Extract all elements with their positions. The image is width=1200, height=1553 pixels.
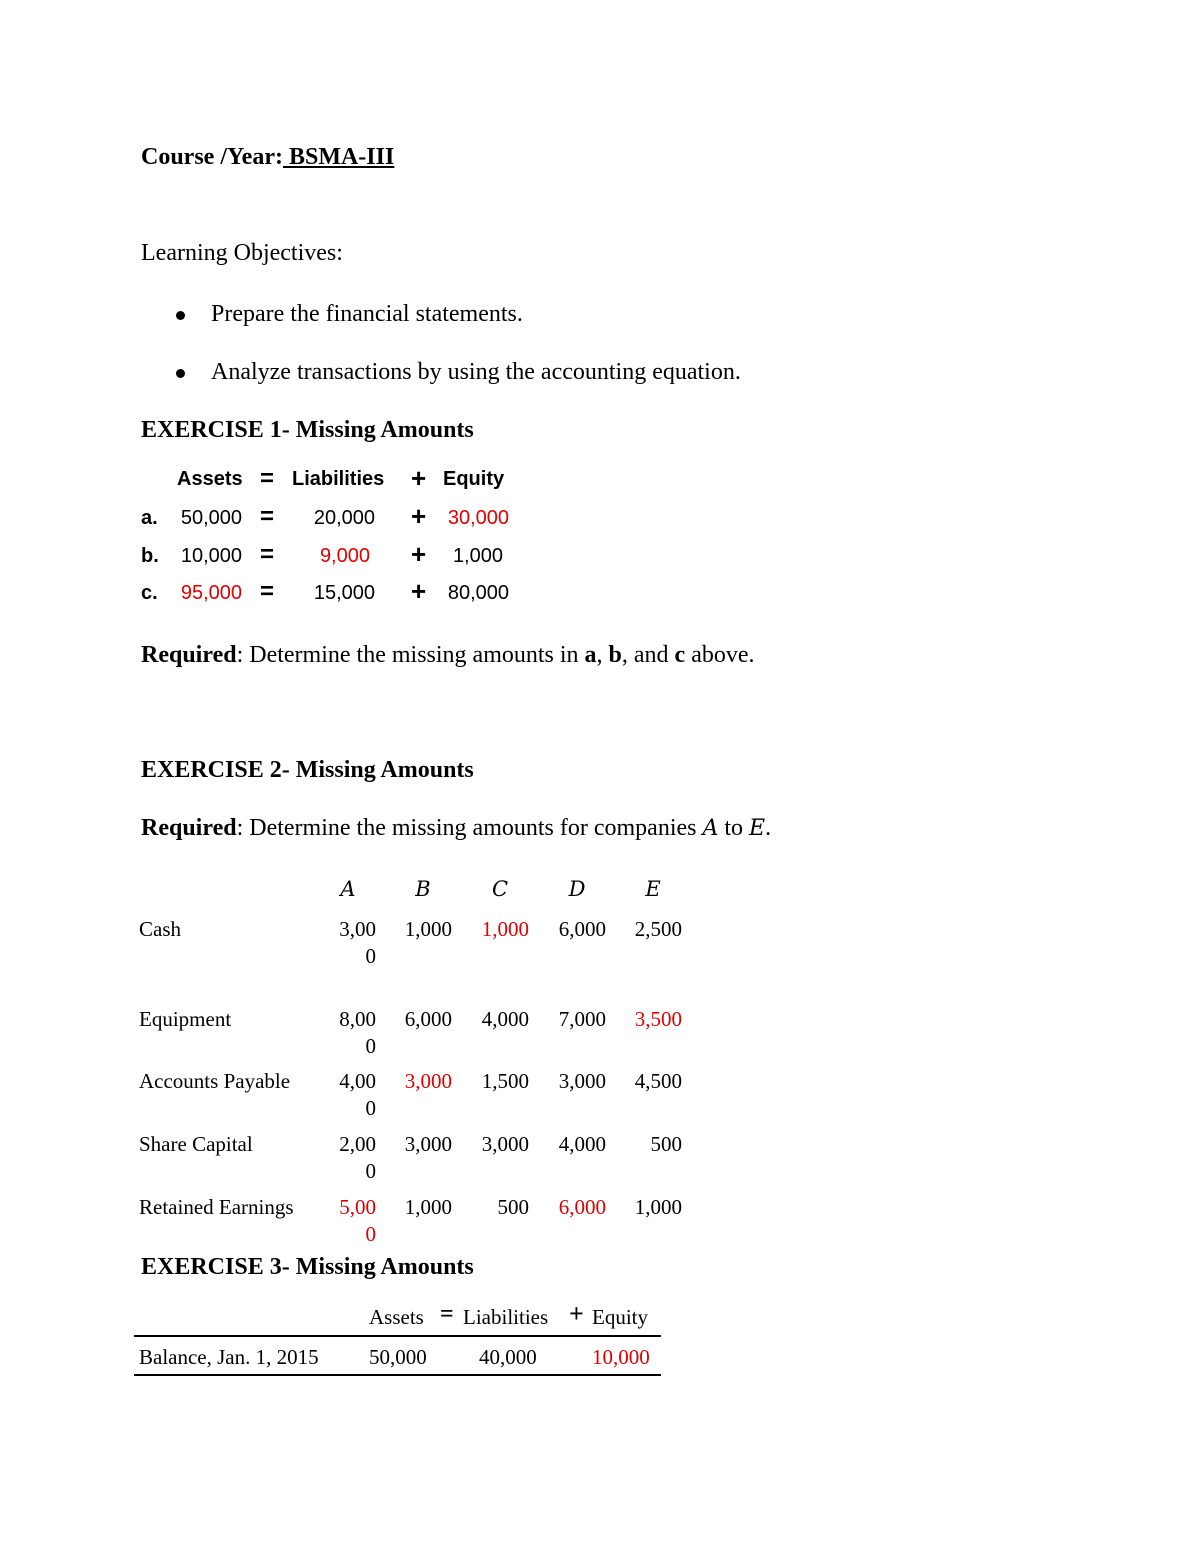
required-sep: , and: [621, 642, 675, 668]
ex3-liabilities-value: 40,000: [479, 1345, 537, 1369]
ex2-cell-c: 4,000: [481, 1007, 529, 1031]
ex2-row-label: Cash: [139, 917, 181, 941]
required-to: to: [718, 815, 750, 841]
ex2-cell-a: 2,00: [339, 1132, 376, 1156]
objective-item-2: Analyze transactions by using the accounting equation.: [211, 359, 741, 385]
ex1-equals-sign: =: [260, 578, 275, 605]
ex2-cell-d: 3,000: [558, 1069, 606, 1093]
ex1-header-assets: Assets: [177, 468, 243, 490]
ex1-header-liabilities: Liabilities: [292, 468, 385, 490]
ex1-equals-sign: =: [260, 541, 275, 568]
course-year-label: Course /Year:: [141, 144, 283, 170]
required-end: above.: [685, 642, 755, 668]
ex2-cell-b-answer: 3,000: [404, 1069, 452, 1093]
ex3-header-equity: Equity: [592, 1305, 648, 1329]
ex1-assets-value: 10,000: [180, 545, 242, 567]
ex2-cell-e: 500: [650, 1132, 682, 1156]
ex2-col-header: D: [568, 877, 586, 901]
learning-objectives-heading: Learning Objectives:: [141, 240, 343, 266]
ex2-row-label: Retained Earnings: [139, 1195, 294, 1219]
ex2-cell-b: 6,000: [404, 1007, 452, 1031]
bullet-icon: [176, 311, 185, 320]
ex2-cell-e: 2,500: [634, 917, 682, 941]
ex2-cell-c-answer: 1,000: [481, 917, 529, 941]
required-label: Required: [141, 642, 237, 668]
ex1-header-equals: =: [260, 465, 275, 492]
ex1-header-plus: +: [411, 463, 427, 493]
ex2-cell-c: 1,500: [481, 1069, 529, 1093]
ex2-cell-a: 4,00: [339, 1069, 376, 1093]
ex1-row-label: a.: [141, 507, 158, 529]
ex2-col-header: E: [645, 877, 661, 901]
ex1-equity-value: 80,000: [447, 582, 509, 604]
ex1-liabilities-value: 15,000: [313, 582, 375, 604]
ex3-bottom-rule: [134, 1374, 661, 1376]
ex3-row-label: Balance, Jan. 1, 2015: [139, 1345, 319, 1369]
exercise1-title: EXERCISE 1- Missing Amounts: [141, 417, 474, 443]
ex2-cell-a-answer: 5,00: [339, 1195, 376, 1219]
ex2-cell-e: 1,000: [634, 1195, 682, 1219]
ex1-liabilities-value: 20,000: [313, 507, 375, 529]
course-year-line: [141, 144, 394, 171]
ex2-cell-b: 1,000: [404, 1195, 452, 1219]
ex3-header-liabilities: Liabilities: [463, 1305, 549, 1329]
ex1-assets-answer: 95,000: [180, 582, 242, 604]
exercise2-required: [141, 815, 771, 842]
ex2-col-header: B: [415, 877, 431, 901]
required-b: b: [608, 642, 622, 668]
ex1-header-equity: Equity: [443, 468, 505, 490]
ex2-row-label: Accounts Payable: [139, 1069, 291, 1093]
exercise1-required: [141, 642, 755, 669]
required-a: a: [584, 642, 597, 668]
ex2-cell-a: 3,00: [339, 917, 376, 941]
ex1-equals-sign: =: [260, 503, 275, 530]
required-company-a: A: [702, 816, 719, 841]
ex2-col-header: A: [340, 877, 356, 901]
ex3-header-plus: +: [569, 1299, 584, 1328]
ex1-plus-sign: +: [411, 576, 427, 606]
ex2-col-header: C: [491, 877, 509, 901]
ex2-cell-a-wrap: 0: [365, 1096, 376, 1120]
exercise2-title: EXERCISE 2- Missing Amounts: [141, 757, 474, 783]
ex2-cell-b: 3,000: [404, 1132, 452, 1156]
ex2-cell-e: 4,500: [634, 1069, 682, 1093]
ex2-cell-c: 500: [497, 1195, 529, 1219]
ex3-header-equals: =: [440, 1301, 454, 1327]
ex1-plus-sign: +: [411, 539, 427, 569]
ex2-cell-c: 3,000: [481, 1132, 529, 1156]
required-c: c: [674, 642, 686, 668]
ex2-cell-d: 4,000: [558, 1132, 606, 1156]
required-end: .: [765, 815, 772, 841]
ex2-cell-d-answer: 6,000: [558, 1195, 606, 1219]
required-label: Required: [141, 815, 237, 841]
required-text: : Determine the missing amounts in: [236, 642, 585, 668]
ex3-top-rule: [134, 1335, 661, 1337]
ex2-row-label: Share Capital: [139, 1132, 253, 1156]
bullet-icon: [176, 369, 185, 378]
ex1-plus-sign: +: [411, 501, 427, 531]
ex2-cell-d: 6,000: [558, 917, 606, 941]
ex2-cell-b: 1,000: [404, 917, 452, 941]
ex1-row-label: b.: [141, 545, 159, 567]
ex1-assets-value: 50,000: [180, 507, 242, 529]
ex2-cell-e-answer: 3,500: [634, 1007, 682, 1031]
ex1-equity-value: 1,000: [452, 545, 503, 567]
ex1-row-label: c.: [141, 582, 158, 604]
course-year-value: BSMA-III: [282, 144, 395, 170]
required-sep: ,: [596, 642, 609, 668]
ex2-cell-a-wrap: 0: [365, 1159, 376, 1183]
required-text: : Determine the missing amounts for companies: [236, 815, 703, 841]
exercise3-title: EXERCISE 3- Missing Amounts: [141, 1254, 474, 1280]
ex2-cell-a: 8,00: [339, 1007, 376, 1031]
required-company-e: E: [749, 816, 766, 841]
ex3-header-assets: Assets: [369, 1305, 424, 1329]
ex3-assets-value: 50,000: [369, 1345, 427, 1369]
ex1-equity-answer: 30,000: [447, 507, 509, 529]
ex2-cell-a-wrap: 0: [365, 944, 376, 968]
ex2-row-label: Equipment: [139, 1007, 232, 1031]
ex2-cell-a-answer-wrap: 0: [365, 1222, 376, 1246]
ex3-equity-answer: 10,000: [592, 1345, 650, 1369]
ex2-cell-a-wrap: 0: [365, 1034, 376, 1058]
ex1-liabilities-answer: 9,000: [319, 545, 370, 567]
objective-item-1: Prepare the financial statements.: [211, 301, 523, 327]
ex2-cell-d: 7,000: [558, 1007, 606, 1031]
